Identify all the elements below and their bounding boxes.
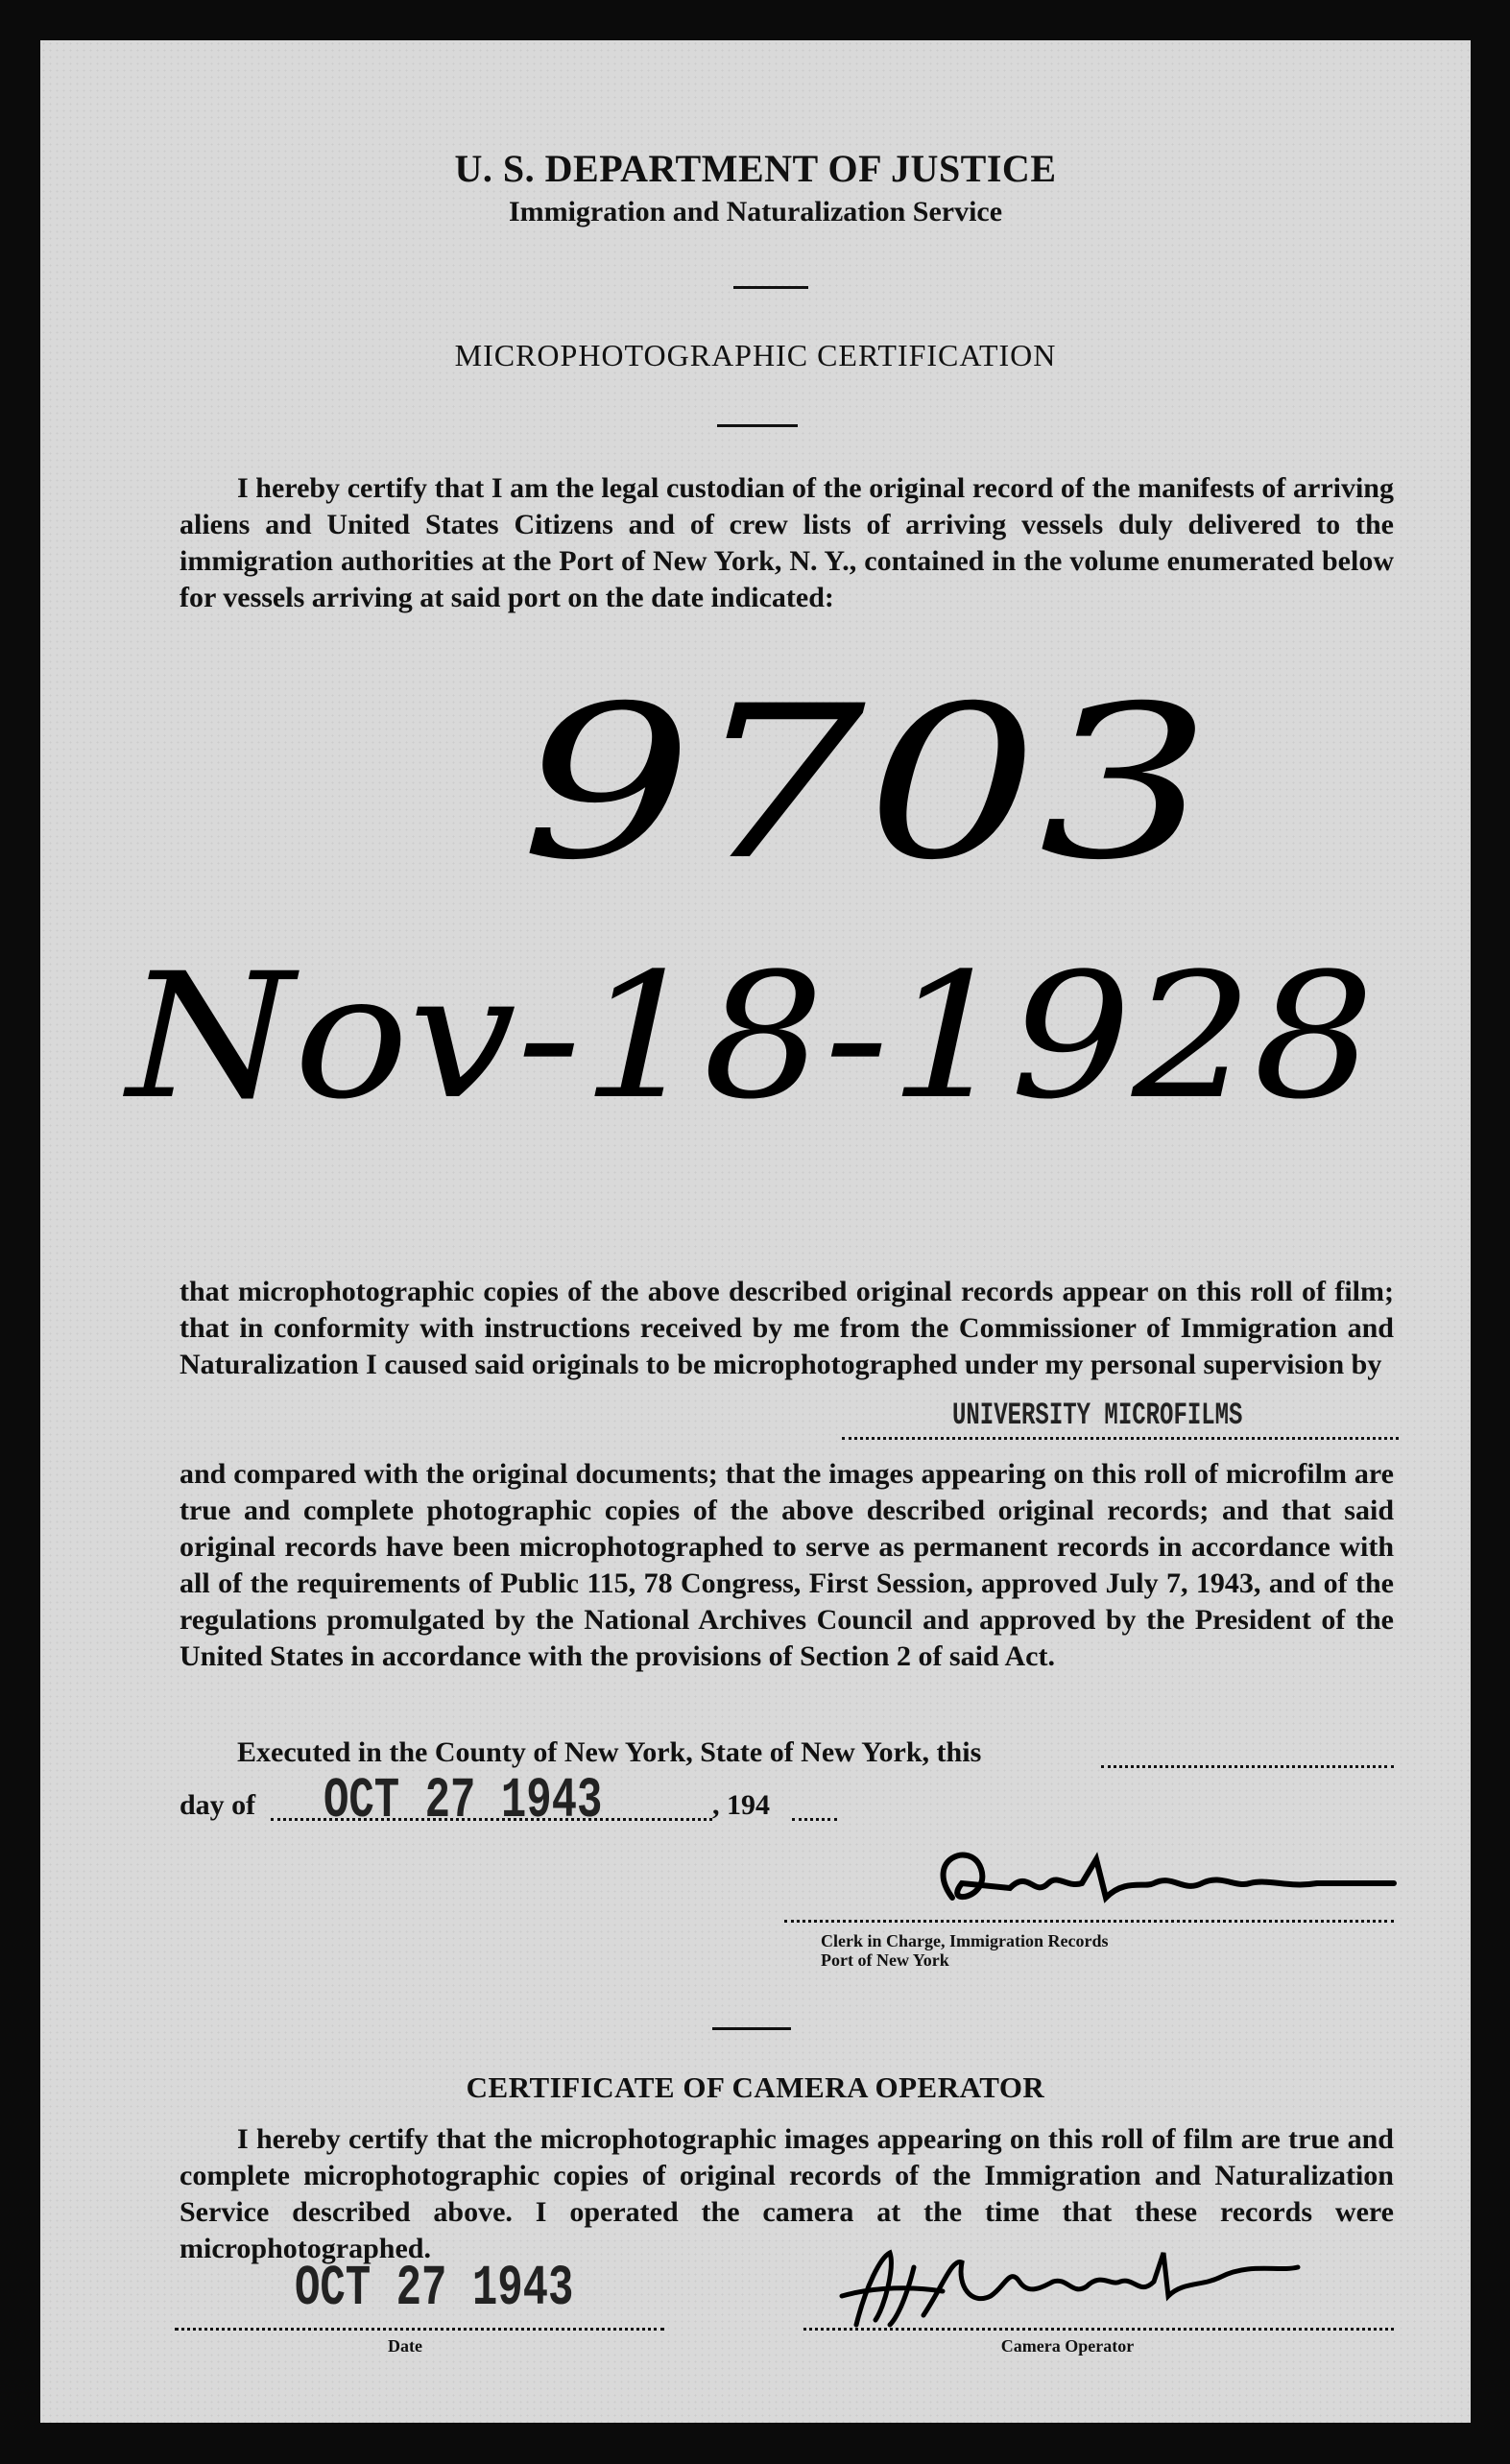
clerk-title [821, 1931, 1108, 1970]
intro-text: I hereby certify that I am the legal custodian of the original record of the manifests of arriving aliens and United States Citizens and of crew lists of arriving vessels duly delivered to the immigration authorities at the Port of New York, N. Y., contained in the volume enumerated below for vessels arriving at said port on the date indicated: [180, 472, 1394, 613]
camera-date-stamp: OCT 27 1943 [295, 2257, 574, 2322]
clerk-signature [866, 1830, 1403, 1926]
body-text-part1: that microphotographic copies of the above described original records appear on this roll of film; that in conformity with instructions received by me from the Commissioner of Immigration and Naturalization I caused said originals to be microphotographed under my personal supervision by [180, 1276, 1394, 1380]
executed-day-line [1101, 1765, 1394, 1768]
camera-certificate-title: CERTIFICATE OF CAMERA OPERATOR [466, 2070, 1045, 2104]
service-subheading: Immigration and Naturalization Service [508, 196, 1003, 227]
microfilmer-line [842, 1437, 1399, 1440]
camera-operator-line [803, 2328, 1394, 2331]
year-prefix: , 194 [712, 1789, 770, 1821]
clerk-signature-line [784, 1920, 1394, 1923]
intro-paragraph [180, 470, 1394, 616]
day-of-label: day of [180, 1789, 256, 1821]
clerk-title-line1: Clerk in Charge, Immigration Records [821, 1931, 1109, 1950]
camera-operator-label: Camera Operator [1000, 2336, 1135, 2356]
camera-operator-signature [799, 2229, 1336, 2334]
body-paragraph-continued [180, 1456, 1394, 1675]
execution-date-stamp: OCT 27 1943 [324, 1769, 603, 1834]
handwritten-arrival-date: Nov-18-1928 [122, 937, 1375, 1137]
executed-line [237, 1734, 981, 1771]
divider [717, 424, 798, 427]
handwritten-entry [40, 616, 1471, 1231]
department-heading: U. S. DEPARTMENT OF JUSTICE [454, 147, 1057, 190]
microfilmer-stamp: UNIVERSITY MICROFILMS [952, 1399, 1243, 1434]
date-label: Date [388, 2336, 422, 2356]
certification-title: MICROPHOTOGRAPHIC CERTIFICATION [454, 338, 1057, 372]
clerk-title-line2: Port of New York [821, 1950, 949, 1970]
divider [712, 2027, 791, 2030]
executed-text: Executed in the County of New York, State of New York, this [237, 1736, 982, 1768]
divider [733, 286, 808, 289]
camera-certificate-text: I hereby certify that the microphotographic images appearing on this roll of film are true and complete microphotographic copies of original records of the Immigration and Naturalization Service described above. I operated the camera at the time that these records were microphotographed. [180, 2123, 1394, 2264]
handwritten-volume-number: 9703 [520, 660, 1211, 906]
year-line [792, 1818, 837, 1821]
camera-date-line [175, 2328, 664, 2331]
certificate-page [40, 40, 1471, 2423]
body-paragraph [180, 1274, 1394, 1383]
body-text-part2: and compared with the original documents; that the images appearing on this roll of microfilm are true and complete photographic copies of the above described original records; and that said original records have been microphotographed to serve as permanent records in accordance with all of the requirements of Public 115, 78 Congress, First Session, approved July 7, 1943, and of the regulations promulgated by the National Archives Council and approved by the President of the United States in accordance with the provisions of Section 2 of said Act. [180, 1458, 1394, 1672]
